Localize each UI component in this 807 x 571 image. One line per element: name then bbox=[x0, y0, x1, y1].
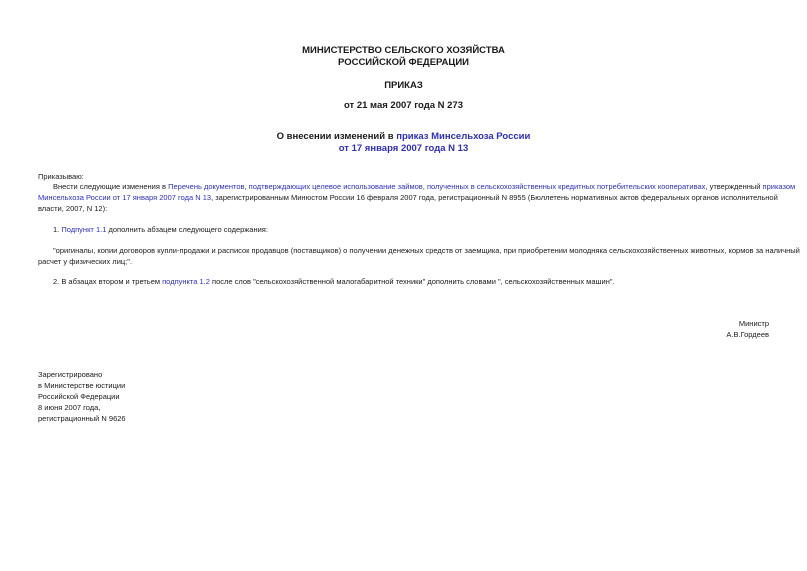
registration-line-1: Зарегистрировано bbox=[38, 370, 103, 379]
quote-line-2: расчет у физических лиц;". bbox=[38, 257, 133, 266]
podpunkt-1-2-link[interactable]: подпункта 1.2 bbox=[162, 277, 210, 286]
intro-text-2: , утвержденный bbox=[705, 182, 763, 191]
quote-line-1: "оригиналы, копии договоров купли-продажи и расписок продавцов (поставщиков) о получении денежных средств от заемщика, при приобретении молодняка сельскохозяйственных животных, кормов за наличный bbox=[53, 246, 800, 255]
registration-line-3: Российской Федерации bbox=[38, 392, 120, 401]
perechen-link[interactable]: Перечень документов, подтверждающих целевое использование займов, полученных в сельскохозяйственных кредитных потребительских кооперативах bbox=[168, 182, 706, 191]
intro-line-3: власти, 2007, N 12): bbox=[38, 204, 108, 213]
item-2 bbox=[53, 276, 615, 287]
subject-link-date[interactable]: от 17 января 2007 года N 13 bbox=[338, 143, 469, 154]
item-2-text-1: 2. В абзацах втором и третьем bbox=[53, 277, 163, 286]
registration-line-4: 8 июня 2007 года, bbox=[38, 403, 101, 412]
podpunkt-1-1-link[interactable]: Подпункт 1.1 bbox=[61, 225, 107, 234]
prikaz-link[interactable]: приказом bbox=[762, 182, 796, 191]
signature-title: Министр bbox=[738, 319, 769, 328]
registration-line-2: в Министерстве юстиции bbox=[38, 381, 126, 390]
intro-text-3: , зарегистрированным Минюстом России 16 февраля 2007 года, регистрационный N 8955 (Бюллетень нормативных актов федеральных органов исполнительной bbox=[211, 193, 778, 202]
subject-link-order[interactable]: приказ Минсельхоза России bbox=[396, 131, 531, 142]
intro-line-2 bbox=[38, 192, 778, 203]
item-1 bbox=[53, 224, 268, 235]
document-date-number: от 21 мая 2007 года N 273 bbox=[343, 100, 464, 111]
ministry-line-1: МИНИСТЕРСТВО СЕЛЬСКОГО ХОЗЯЙСТВА bbox=[302, 45, 505, 56]
ministry-line-2: РОССИЙСКОЙ ФЕДЕРАЦИИ bbox=[337, 57, 469, 68]
subject-line-1 bbox=[0, 131, 807, 143]
intro-text-1: Внести следующие изменения в bbox=[53, 182, 169, 191]
item-2-text-2: после слов "сельскохозяйственной малогабаритной техники" дополнить словами ", сельскохозяйственных машин". bbox=[209, 277, 615, 286]
item-1-text: дополнить абзацем следующего содержания: bbox=[106, 225, 268, 234]
document-type: ПРИКАЗ bbox=[384, 80, 423, 91]
subject-prefix: О внесении изменений в bbox=[276, 131, 397, 142]
prikazyvayu-label: Приказываю: bbox=[38, 172, 84, 181]
minselhoz-order-link[interactable]: Минсельхоза России от 17 января 2007 года N 13 bbox=[38, 193, 212, 202]
registration-line-5: регистрационный N 9626 bbox=[38, 414, 126, 423]
intro-line-1 bbox=[53, 181, 795, 192]
signature-name: А.В.Гордеев bbox=[726, 330, 769, 339]
item-1-number: 1. bbox=[53, 225, 62, 234]
